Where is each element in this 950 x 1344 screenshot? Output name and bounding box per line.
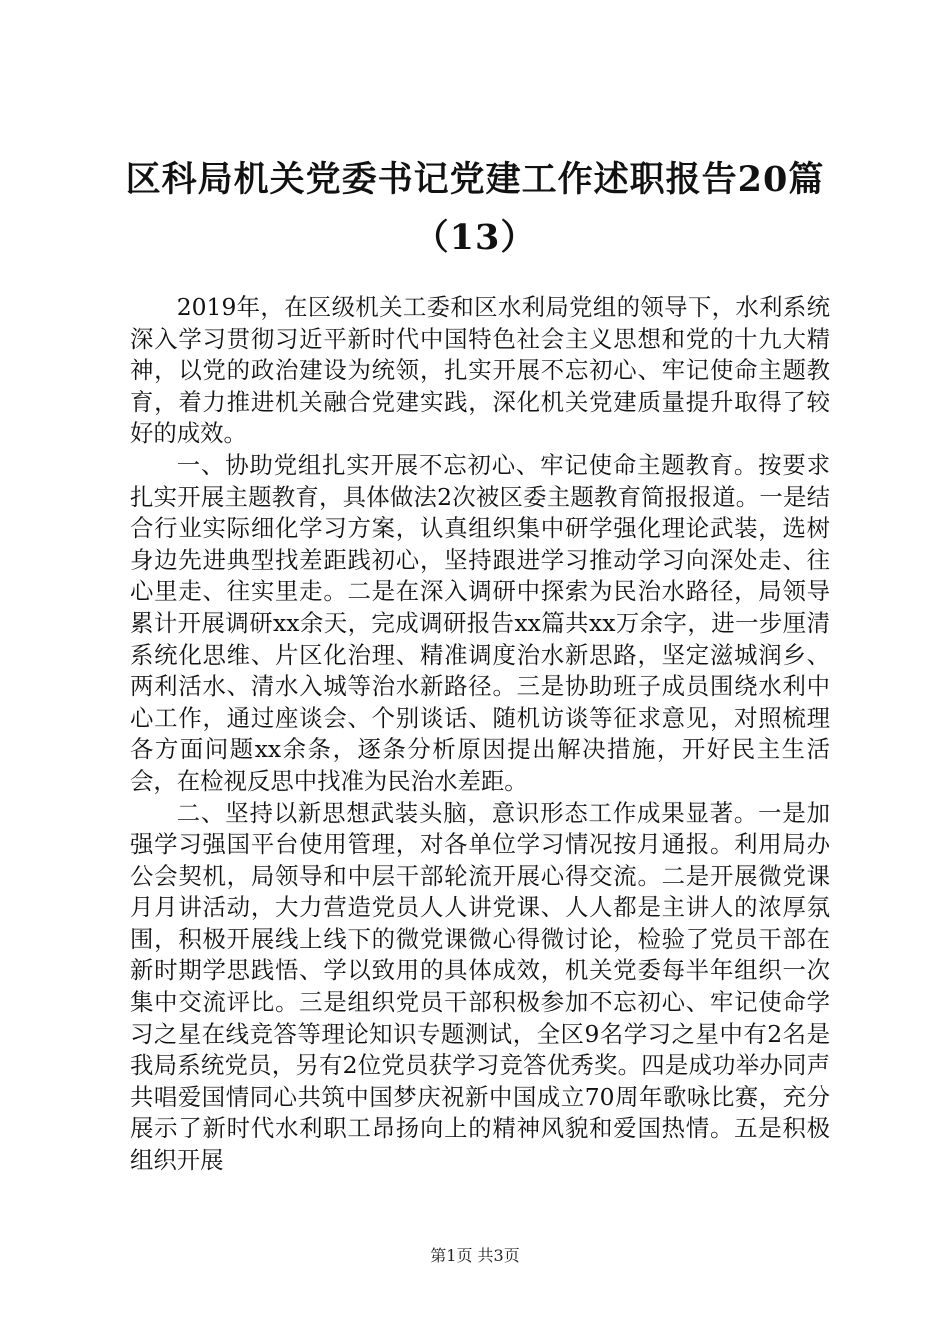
paragraph-intro: 2019年，在区级机关工委和区水利局党组的领导下，水利系统深入学习贯彻习近平新时代中国特色社会主义思想和党的十九大精神，以党的政治建设为统领，扎实开展不忘初心、牢记使命主题教育，着力推进机关融合党建实践，深化机关党建质量提升取得了较好的成效。 — [130, 293, 830, 448]
document-title: 区科局机关党委书记党建工作述职报告20篇 — [125, 159, 825, 200]
paragraph-section-1: 一、协助党组扎实开展不忘初心、牢记使命主题教育。按要求扎实开展主题教育，具体做法2次被区委主题教育简报报道。一是结合行业实际细化学习方案，认真组织集中研学强化理论武装，选树身边先进典型找差距践初心，坚持跟进学习推动学习向深处走、往心里走、往实里走。二是在深入调研中探索为民治水路径，局领导累计开展调研xx余天，完成调研报告xx篇共xx万余字，进一步厘清系统化思维、片区化治理、精准调度治水新思路，坚定滋城润乡、两利活水、清水入城等治水新路径。三是协助班子成员围绕水利中心工作，通过座谈会、个别谈话、随机访谈等征求意见，对照梳理各方面问题xx余条，逐条分析原因提出解决措施，开好民主生活会，在检视反思中找准为民治水差距。 — [130, 450, 830, 795]
paragraph-section-2: 二、坚持以新思想武装头脑，意识形态工作成果显著。一是加强学习强国平台使用管理，对各单位学习情况按月通报。利用局办公会契机，局领导和中层干部轮流开展心得交流。二是开展微党课月月讲活动，大力营造党员人人讲党课、人人都是主讲人的浓厚氛围，积极开展线上线下的微党课微心得微讨论，检验了党员干部在新时期学思践悟、学以致用的具体成效，机关党委每半年组织一次集中交流评比。三是组织党员干部积极参加不忘初心、牢记使命学习之星在线竞答等理论知识专题测试，全区9名学习之星中有2名是我局系统党员，另有2位党员获学习竞答优秀奖。四是成功举办同声共唱爱国情同心共筑中国梦庆祝新中国成立70周年歌咏比赛，充分展示了新时代水利职工昂扬向上的精神风貌和爱国热情。五是积极组织开展 — [130, 798, 830, 1175]
document-body — [130, 292, 830, 1177]
document-title-number: （13） — [413, 217, 537, 258]
page-number-footer: 第1页 共3页 — [430, 1246, 520, 1265]
